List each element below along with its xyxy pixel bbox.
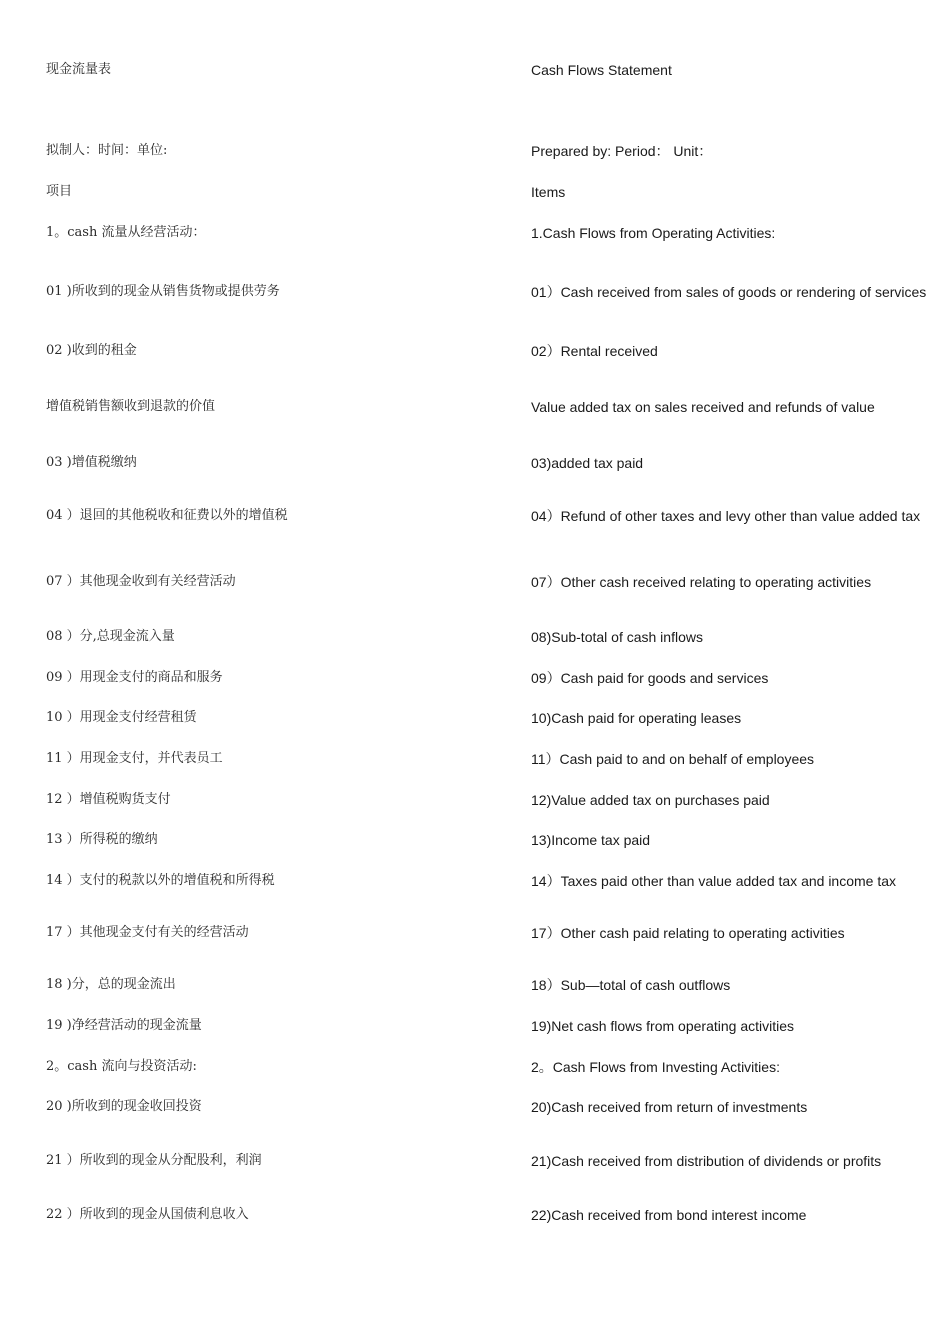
row-label-english: 19)Net cash flows from operating activities [531,1018,794,1034]
section-heading-investing [0,1057,950,1077]
statement-row [0,923,950,943]
row-label-english: 09）Cash paid for goods and services [531,670,769,686]
row-label-english: 10)Cash paid for operating leases [531,710,742,726]
section-heading-operating [0,223,950,243]
row-label-english: 20)Cash received from return of investments [531,1099,808,1115]
statement-row [0,572,950,592]
row-label-chinese: 19 )净经营活动的现金流量 [46,1018,202,1033]
row-label-chinese: 18 )分，总的现金流出 [46,977,176,992]
statement-row [0,790,950,810]
prepared-by-row [0,141,950,161]
row-label-english: 17）Other cash paid relating to operating activities [531,925,845,941]
title-row [0,60,950,80]
statement-row [0,975,950,995]
row-label-chinese: 07 ）其他现金收到有关经营活动 [46,574,236,589]
row-label-english: Value added tax on sales received and refunds of value [531,399,875,415]
row-label-chinese: 17 ）其他现金支付有关的经营活动 [46,925,249,940]
row-label-english: 11）Cash paid to and on behalf of employees [531,751,815,767]
row-label-english: 18）Sub—total of cash outflows [531,977,731,993]
statement-row [0,708,950,728]
statement-row [0,1151,950,1171]
row-label-english: 13)Income tax paid [531,832,651,848]
title-english: Cash Flows Statement [531,62,672,78]
row-label-english: 12)Value added tax on purchases paid [531,792,770,808]
row-label-chinese: 01 )所收到的现金从销售货物或提供劳务 [46,284,280,299]
row-label-english: Prepared by: Period： Unit： [531,143,713,159]
row-label-english: 1.Cash Flows from Operating Activities: [531,225,776,241]
row-label-chinese: 10 ）用现金支付经营租赁 [46,710,197,725]
statement-row [0,1016,950,1036]
row-label-english: 2。Cash Flows from Investing Activities: [531,1059,780,1075]
title-chinese: 现金流量表 [46,62,112,77]
row-label-english: 03)added tax paid [531,455,644,471]
row-label-english: 01）Cash received from sales of goods or rendering of services [531,284,927,300]
row-label-english: 22)Cash received from bond interest income [531,1207,807,1223]
row-label-chinese: 20 )所收到的现金收回投资 [46,1099,202,1114]
statement-row [0,341,950,361]
row-label-chinese: 04 ）退回的其他税收和征费以外的增值税 [46,508,288,523]
row-label-chinese: 03 )增值税缴纳 [46,455,137,470]
row-label-english: 14）Taxes paid other than value added tax and income tax [531,873,897,889]
statement-row [0,1205,950,1225]
row-label-chinese: 11 ）用现金支付，并代表员工 [46,751,223,766]
row-label-chinese: 21 ）所收到的现金从分配股利，利润 [46,1153,262,1168]
row-label-english: 21)Cash received from distribution of dividends or profits [531,1153,882,1169]
row-label-chinese: 增值税销售额收到退款的价值 [46,399,216,414]
statement-row [0,506,950,526]
statement-row [0,453,950,473]
row-label-chinese: 08 ）分,总现金流入量 [46,629,175,644]
statement-row [0,627,950,647]
row-label-chinese: 1。cash 流量从经营活动： [46,225,206,240]
row-label-english: Items [531,184,566,200]
row-label-english: 04）Refund of other taxes and levy other than value added tax [531,508,921,524]
row-label-chinese: 13 ）所得税的缴纳 [46,832,158,847]
statement-row [0,397,950,417]
row-label-english: 02）Rental received [531,343,658,359]
row-label-chinese: 拟制人：时间：单位: [46,143,168,158]
statement-row [0,668,950,688]
statement-row [0,871,950,891]
statement-row [0,830,950,850]
row-label-chinese: 2。cash 流向与投资活动: [46,1059,197,1074]
row-label-chinese: 22 ）所收到的现金从国债利息收入 [46,1207,249,1222]
row-label-chinese: 14 ）支付的税款以外的增值税和所得税 [46,873,275,888]
row-label-english: 08)Sub-total of cash inflows [531,629,703,645]
statement-row [0,282,950,302]
row-label-english: 07）Other cash received relating to operating activities [531,574,872,590]
row-label-chinese: 09 ）用现金支付的商品和服务 [46,670,223,685]
row-label-chinese: 02 )收到的租金 [46,343,137,358]
items-header-row [0,182,950,202]
statement-row [0,1097,950,1117]
row-label-chinese: 12 ）增值税购货支付 [46,792,171,807]
statement-row [0,749,950,769]
row-label-chinese: 项目 [46,184,73,199]
